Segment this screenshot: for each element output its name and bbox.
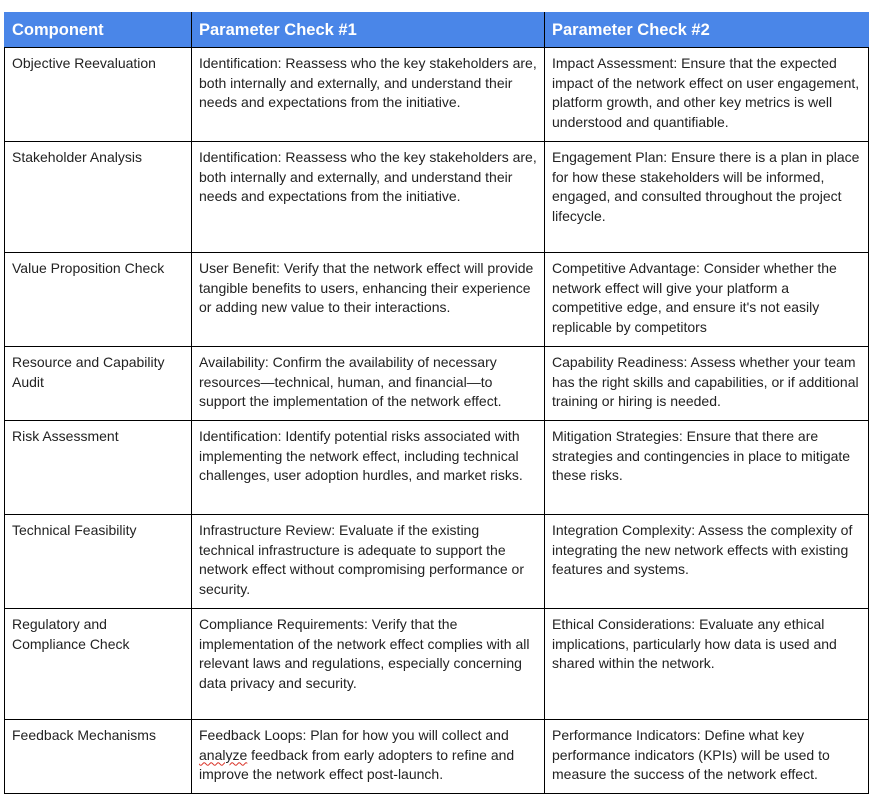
parameter-check-table [4,12,869,794]
component-cell[interactable]: Regulatory and Compliance Check [5,609,192,720]
check1-text-start: Feedback Loops: Plan for how you will collect and [199,727,509,743]
component-cell[interactable]: Resource and Capability Audit [5,347,192,421]
table-row [5,142,869,253]
check1-text-end: feedback from early adopters to refine and improve the network effect post-launch. [199,746,515,783]
table-row [5,48,869,142]
table-row [5,515,869,609]
component-cell[interactable]: Value Proposition Check [5,253,192,347]
table-row [5,609,869,720]
check2-cell[interactable]: Engagement Plan: Ensure there is a plan in place for how these stakeholders will be informed, engaged, and consulted throughout the project lifecycle. [545,142,869,253]
table-row [5,347,869,421]
table-row [5,253,869,347]
spreadsheet-table-wrapper [4,12,869,794]
table-row [5,720,869,794]
check2-cell[interactable]: Mitigation Strategies: Ensure that there are strategies and contingencies in place to mitigate these risks. [545,421,869,515]
component-cell[interactable]: Objective Reevaluation [5,48,192,142]
check2-cell[interactable]: Performance Indicators: Define what key performance indicators (KPIs) will be used to measure the success of the network effect. [545,720,869,794]
check1-cell[interactable]: Availability: Confirm the availability of necessary resources—technical, human, and financial—to support the implementation of the network effect. [192,347,545,421]
component-cell[interactable]: Risk Assessment [5,421,192,515]
header-parameter-check-1[interactable]: Parameter Check #1 [192,13,545,48]
header-parameter-check-2[interactable]: Parameter Check #2 [545,13,869,48]
check1-cell[interactable] [192,720,545,794]
check1-cell[interactable]: Identification: Identify potential risks associated with implementing the network effect, including technical challenges, user adoption hurdles, and market risks. [192,421,545,515]
spellcheck-flagged-word[interactable]: analyze [199,746,248,763]
check1-cell[interactable]: Compliance Requirements: Verify that the implementation of the network effect complies with all relevant laws and regulations, especially concerning data privacy and security. [192,609,545,720]
check1-cell[interactable]: Identification: Reassess who the key stakeholders are, both internally and externally, and understand their needs and expectations from the initiative. [192,142,545,253]
table-row [5,421,869,515]
check2-cell[interactable]: Ethical Considerations: Evaluate any ethical implications, particularly how data is used and shared within the network. [545,609,869,720]
check2-cell[interactable]: Integration Complexity: Assess the complexity of integrating the new network effects with existing features and systems. [545,515,869,609]
header-row [5,13,869,48]
component-cell[interactable]: Feedback Mechanisms [5,720,192,794]
check1-cell[interactable]: Infrastructure Review: Evaluate if the existing technical infrastructure is adequate to support the network effect without compromising performance or security. [192,515,545,609]
component-cell[interactable]: Stakeholder Analysis [5,142,192,253]
header-component[interactable]: Component [5,13,192,48]
check2-cell[interactable]: Competitive Advantage: Consider whether the network effect will give your platform a competitive edge, and ensure it's not easily replicable by competitors [545,253,869,347]
check2-cell[interactable]: Impact Assessment: Ensure that the expected impact of the network effect on user engagement, platform growth, and other key metrics is well understood and quantifiable. [545,48,869,142]
check1-cell[interactable]: User Benefit: Verify that the network effect will provide tangible benefits to users, enhancing their experience or adding new value to their interactions. [192,253,545,347]
check2-cell[interactable]: Capability Readiness: Assess whether your team has the right skills and capabilities, or if additional training or hiring is needed. [545,347,869,421]
component-cell[interactable]: Technical Feasibility [5,515,192,609]
check1-cell[interactable]: Identification: Reassess who the key stakeholders are, both internally and externally, and understand their needs and expectations from the initiative. [192,48,545,142]
